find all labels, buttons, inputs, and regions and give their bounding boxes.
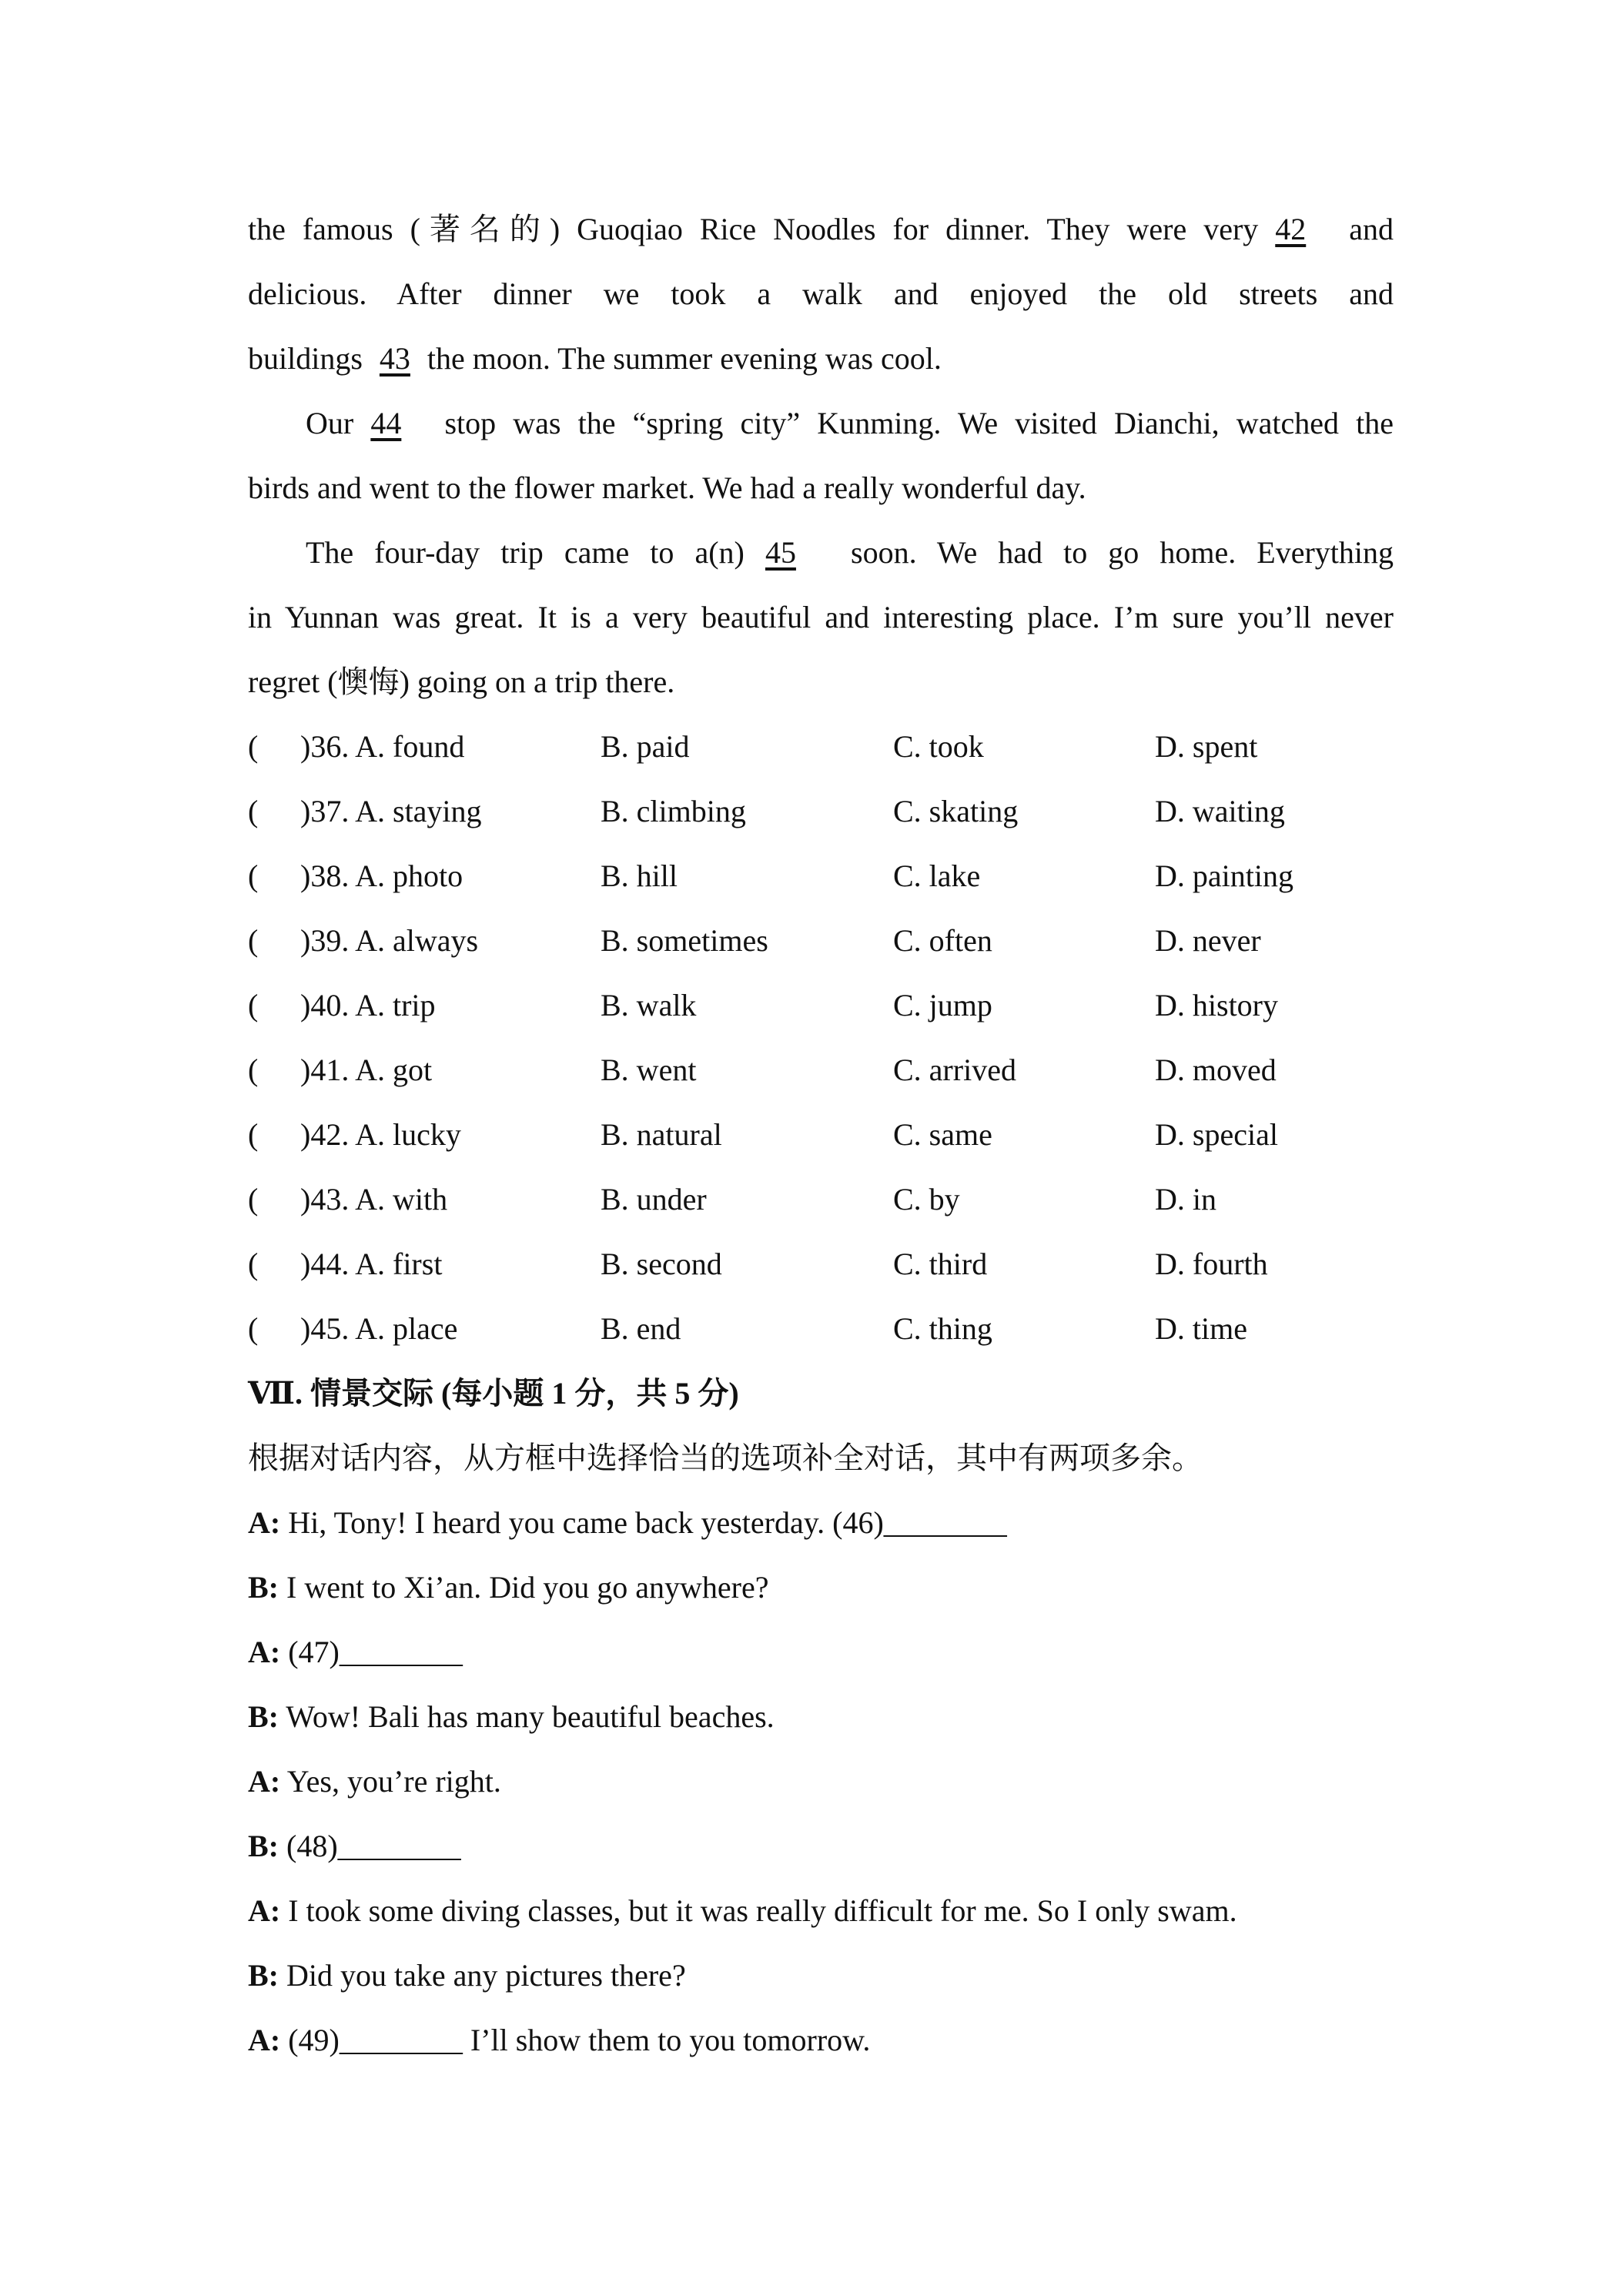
question-option-b: B. sometimes bbox=[601, 923, 768, 958]
dialogue-text: Yes, you’re right. bbox=[286, 1764, 501, 1799]
question-option-c: C. third bbox=[893, 1247, 988, 1281]
answer-blank-42: 42 bbox=[1275, 212, 1307, 246]
question-option-a: )36. A. found bbox=[300, 729, 465, 764]
answer-paren[interactable]: ( bbox=[248, 1182, 259, 1217]
answer-paren[interactable]: ( bbox=[248, 1311, 259, 1346]
passage-line-2: delicious. After dinner we took a walk and enjoyed the old streets and bbox=[248, 276, 1394, 311]
question-option-c: C. often bbox=[893, 923, 992, 958]
passage-line-1 bbox=[248, 214, 1394, 245]
dialogue-line bbox=[248, 1637, 463, 1668]
answer-paren[interactable]: ( bbox=[248, 729, 259, 764]
question-option-d: D. never bbox=[1155, 923, 1261, 958]
answer-paren[interactable]: ( bbox=[248, 858, 259, 893]
question-option-c: C. jump bbox=[893, 988, 992, 1022]
question-option-c: C. by bbox=[893, 1182, 960, 1217]
dialogue-text: Did you take any pictures there? bbox=[286, 1958, 686, 1993]
question-option-b: B. under bbox=[601, 1182, 707, 1217]
passage-text: buildings bbox=[248, 341, 363, 376]
question-option-c: C. thing bbox=[893, 1311, 992, 1346]
speaker-label: A: bbox=[248, 1505, 281, 1540]
passage-text: Our bbox=[306, 406, 354, 440]
dialogue-text: (47)________ bbox=[288, 1635, 463, 1669]
question-option-c: C. lake bbox=[893, 858, 981, 893]
passage-line-6 bbox=[306, 537, 1394, 568]
passage-line-8: regret (懊悔) going on a trip there. bbox=[248, 664, 675, 699]
question-option-b: B. hill bbox=[601, 858, 678, 893]
passage-text: soon. We had to go home. Everything bbox=[851, 535, 1394, 570]
question-option-d: D. in bbox=[1155, 1182, 1216, 1217]
question-option-d: D. history bbox=[1155, 988, 1278, 1022]
passage-text: stop was the “spring city” Kunming. We visited Dianchi, watched the bbox=[444, 406, 1394, 440]
passage-line-4 bbox=[306, 408, 1394, 439]
question-option-b: B. end bbox=[601, 1311, 681, 1346]
dialogue-line bbox=[248, 1766, 501, 1797]
question-option-d: D. moved bbox=[1155, 1053, 1277, 1087]
dialogue-line bbox=[248, 1960, 686, 1991]
section-heading: Ⅶ. 情景交际 (每小题 1 分，共 5 分) bbox=[248, 1376, 739, 1411]
speaker-label: A: bbox=[248, 1764, 281, 1799]
dialogue-text: Hi, Tony! I heard you came back yesterday. (46)________ bbox=[288, 1505, 1007, 1540]
question-option-d: D. spent bbox=[1155, 729, 1258, 764]
question-option-a: )39. A. always bbox=[300, 923, 479, 958]
question-option-c: C. skating bbox=[893, 794, 1019, 828]
question-option-d: D. painting bbox=[1155, 858, 1293, 893]
passage-text: the famous (著名的) Guoqiao Rice Noodles for dinner. They were very bbox=[248, 212, 1259, 246]
answer-paren[interactable]: ( bbox=[248, 1053, 259, 1087]
answer-paren[interactable]: ( bbox=[248, 923, 259, 958]
dialogue-line bbox=[248, 2025, 870, 2056]
question-option-a: )42. A. lucky bbox=[300, 1117, 461, 1152]
speaker-label: B: bbox=[248, 1958, 279, 1993]
passage-line-5: birds and went to the flower market. We had a really wonderful day. bbox=[248, 470, 1086, 505]
dialogue-text: (48)________ bbox=[286, 1829, 461, 1863]
speaker-label: A: bbox=[248, 1635, 281, 1669]
passage-line-3 bbox=[248, 343, 942, 374]
question-option-d: D. fourth bbox=[1155, 1247, 1268, 1281]
question-option-a: )44. A. first bbox=[300, 1247, 443, 1281]
answer-paren[interactable]: ( bbox=[248, 988, 259, 1022]
question-option-b: B. went bbox=[601, 1053, 697, 1087]
speaker-label: A: bbox=[248, 1893, 281, 1928]
dialogue-text: I took some diving classes, but it was really difficult for me. So I only swam. bbox=[288, 1893, 1237, 1928]
speaker-label: B: bbox=[248, 1699, 279, 1734]
dialogue-line bbox=[248, 1699, 775, 1734]
passage-text: The four-day trip came to a(n) bbox=[306, 535, 745, 570]
question-option-c: C. same bbox=[893, 1117, 992, 1152]
speaker-label: A: bbox=[248, 2023, 281, 2057]
section-instruction: 根据对话内容，从方框中选择恰当的选项补全对话，其中有两项多余。 bbox=[248, 1441, 1203, 1475]
answer-paren[interactable]: ( bbox=[248, 1247, 259, 1281]
question-option-a: )40. A. trip bbox=[300, 988, 436, 1022]
question-option-a: )41. A. got bbox=[300, 1053, 433, 1087]
dialogue-line bbox=[248, 1572, 768, 1603]
passage-text: and bbox=[1349, 212, 1394, 246]
dialogue-text: Wow! Bali has many beautiful beaches. bbox=[286, 1699, 775, 1734]
question-option-d: D. special bbox=[1155, 1117, 1278, 1152]
answer-blank-43: 43 bbox=[379, 341, 410, 376]
question-option-d: D. waiting bbox=[1155, 794, 1285, 828]
answer-blank-44: 44 bbox=[370, 406, 402, 440]
dialogue-line bbox=[248, 1831, 461, 1862]
answer-paren[interactable]: ( bbox=[248, 794, 259, 828]
question-option-c: C. arrived bbox=[893, 1053, 1016, 1087]
speaker-label: B: bbox=[248, 1829, 279, 1863]
question-option-c: C. took bbox=[893, 729, 984, 764]
question-option-d: D. time bbox=[1155, 1311, 1247, 1346]
question-option-b: B. walk bbox=[601, 988, 697, 1022]
dialogue-text: I went to Xi’an. Did you go anywhere? bbox=[286, 1570, 769, 1605]
answer-paren[interactable]: ( bbox=[248, 1117, 259, 1152]
question-option-b: B. climbing bbox=[601, 794, 746, 828]
question-option-a: )45. A. place bbox=[300, 1311, 458, 1346]
passage-line-7: in Yunnan was great. It is a very beautiful and interesting place. I’m sure you’ll never bbox=[248, 600, 1394, 634]
passage-text: the moon. The summer evening was cool. bbox=[427, 341, 942, 376]
question-option-a: )37. A. staying bbox=[300, 794, 482, 828]
answer-blank-45: 45 bbox=[765, 535, 796, 570]
speaker-label: B: bbox=[248, 1570, 279, 1605]
dialogue-line bbox=[248, 1893, 1237, 1928]
question-option-a: )43. A. with bbox=[300, 1182, 448, 1217]
dialogue-text: (49)________ I’ll show them to you tomorrow. bbox=[288, 2023, 871, 2057]
question-option-a: )38. A. photo bbox=[300, 858, 463, 893]
question-option-b: B. paid bbox=[601, 729, 690, 764]
question-option-b: B. second bbox=[601, 1247, 722, 1281]
dialogue-line bbox=[248, 1505, 1007, 1540]
question-option-b: B. natural bbox=[601, 1117, 722, 1152]
